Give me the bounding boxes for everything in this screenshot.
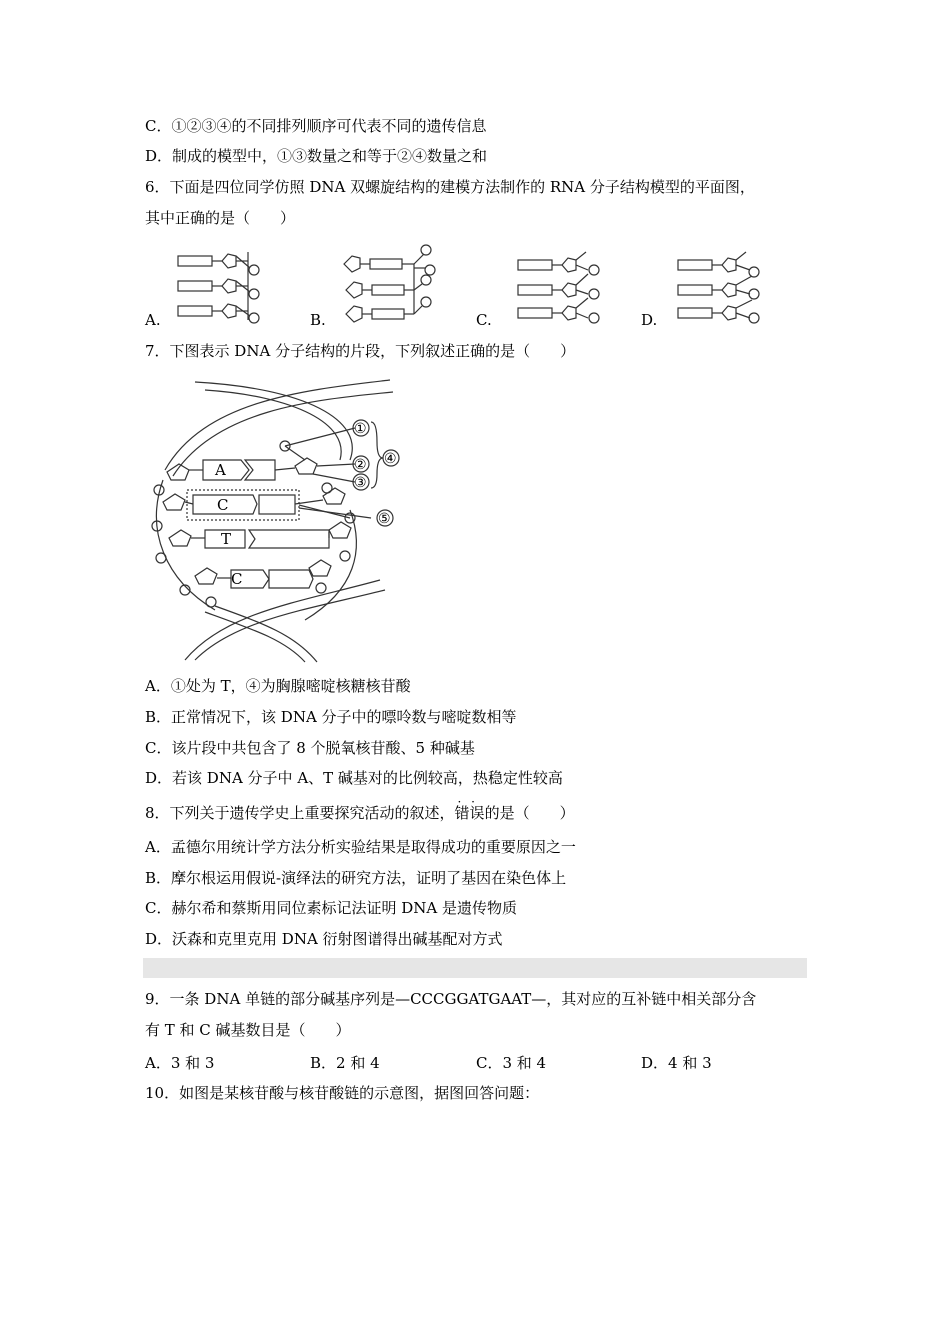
q9-option-b: B．2 和 4: [310, 1054, 380, 1072]
q9-option-c: C．3 和 4: [476, 1054, 547, 1072]
marker-1: ①: [354, 421, 367, 437]
q5-option-d: D．制成的模型中，①③数量之和等于②④数量之和: [145, 147, 488, 165]
q6-label-b: B.: [310, 311, 326, 329]
q8-stem: [145, 803, 575, 823]
q9-stem-line2: 有 T 和 C 碱基数目是（ ）: [145, 1021, 351, 1039]
q6-stem-line1: 6．下面是四位同学仿照 DNA 双螺旋结构的建模方法制作的 RNA 分子结构模型的平面图，: [145, 178, 755, 196]
q6-figure-a: [170, 244, 270, 326]
q5-option-c: C．①②③④的不同排列顺序可代表不同的遗传信息: [145, 117, 487, 135]
q6-stem-line2: 其中正确的是（ ）: [145, 209, 296, 227]
q8-option-c: C．赫尔希和蔡斯用同位素标记法证明 DNA 是遗传物质: [145, 899, 517, 917]
q8-option-d: D．沃森和克里克用 DNA 衍射图谱得出碱基配对方式: [145, 930, 503, 948]
q7-stem: 7．下图表示 DNA 分子结构的片段，下列叙述正确的是（ ）: [145, 342, 576, 360]
q7-option-a: A．①处为 T，④为胸腺嘧啶核糖核苷酸: [145, 677, 411, 695]
q9-stem-line1: 9．一条 DNA 单链的部分碱基序列是—CCCGGATGAAT—，其对应的互补链中相关部分含: [145, 990, 757, 1008]
q8-option-b: B．摩尔根运用假说-演绎法的研究方法，证明了基因在染色体上: [145, 869, 567, 887]
q7-option-c: C．该片段中共包含了 8 个脱氧核苷酸、5 种碱基: [145, 739, 475, 757]
marker-4: ④: [384, 451, 397, 467]
q7-option-b: B．正常情况下，该 DNA 分子中的嘌呤数与嘧啶数相等: [145, 708, 517, 726]
q8-stem-post: 的是（ ）: [484, 804, 575, 822]
q6-figure-b: [338, 242, 438, 326]
marker-3: ③: [354, 475, 367, 491]
q6-label-d: D.: [641, 311, 658, 329]
q6-label-a: A.: [145, 311, 161, 329]
marker-2: ②: [354, 457, 367, 473]
q8-option-a: A．孟德尔用统计学方法分析实验结果是取得成功的重要原因之一: [145, 838, 576, 856]
base-label-c-2: C: [231, 570, 243, 588]
base-label-c-1: C: [217, 496, 229, 514]
marker-5: ⑤: [378, 511, 391, 527]
q8-emphasis-word: 错误 · ·: [455, 804, 485, 822]
q9-option-d: D．4 和 3: [641, 1054, 712, 1072]
q6-label-c: C.: [476, 311, 492, 329]
q7-option-d: D．若该 DNA 分子中 A、T 碱基对的比例较高，热稳定性较高: [145, 769, 563, 787]
q10-stem: 10．如图是某核苷酸与核苷酸链的示意图，据图回答问题：: [145, 1084, 540, 1102]
q6-figure-d: [674, 244, 774, 328]
q8-stem-pre: 8．下列关于遗传学史上重要探究活动的叙述，: [145, 804, 455, 822]
section-divider-bar: [143, 958, 807, 978]
base-label-t: T: [221, 530, 232, 548]
q6-figure-c: [508, 244, 608, 328]
q9-option-a: A．3 和 3: [145, 1054, 215, 1072]
q7-dna-diagram: [145, 380, 405, 662]
base-label-a: A: [215, 461, 226, 479]
